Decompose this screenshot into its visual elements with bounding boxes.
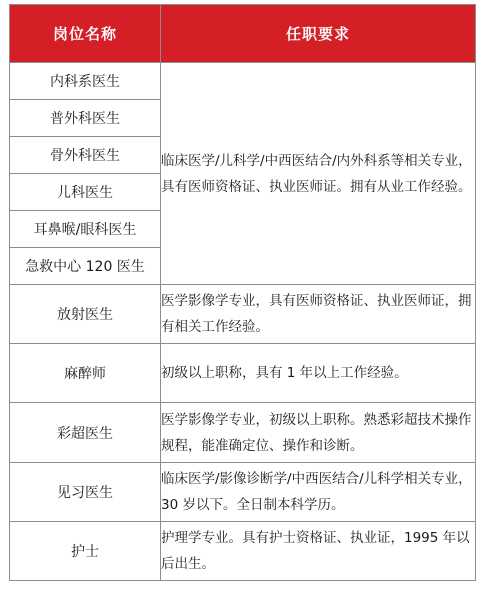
requirement-cell: 护理学专业。具有护士资格证、执业证，1995 年以后出生。 [161,522,476,581]
position-cell: 内科系医生 [10,63,161,100]
requirement-cell: 临床医学/儿科学/中西医结合/内外科系等相关专业，具有医师资格证、执业医师证。拥有从业工作经验。 [161,63,476,285]
position-cell: 骨外科医生 [10,137,161,174]
position-cell: 放射医生 [10,285,161,344]
position-cell: 急救中心 120 医生 [10,248,161,285]
position-cell: 见习医生 [10,463,161,522]
position-cell: 普外科医生 [10,100,161,137]
table-row [10,285,476,344]
header-row [10,5,476,63]
table-row [10,522,476,581]
position-cell: 麻醉师 [10,344,161,403]
table-row [10,63,476,100]
table-row [10,463,476,522]
table-row [10,403,476,463]
position-cell: 耳鼻喉/眼科医生 [10,211,161,248]
requirement-cell: 医学影像学专业，初级以上职称。熟悉彩超技术操作规程，能准确定位、操作和诊断。 [161,403,476,463]
header-requirement: 任职要求 [161,5,476,63]
job-requirements-table [9,4,476,581]
position-cell: 护士 [10,522,161,581]
table-row [10,344,476,403]
position-cell: 儿科医生 [10,174,161,211]
position-cell: 彩超医生 [10,403,161,463]
requirement-cell: 初级以上职称，具有 1 年以上工作经验。 [161,344,476,403]
requirement-cell: 医学影像学专业，具有医师资格证、执业医师证，拥有相关工作经验。 [161,285,476,344]
requirement-cell: 临床医学/影像诊断学/中西医结合/儿科学相关专业，30 岁以下。全日制本科学历。 [161,463,476,522]
header-position: 岗位名称 [10,5,161,63]
